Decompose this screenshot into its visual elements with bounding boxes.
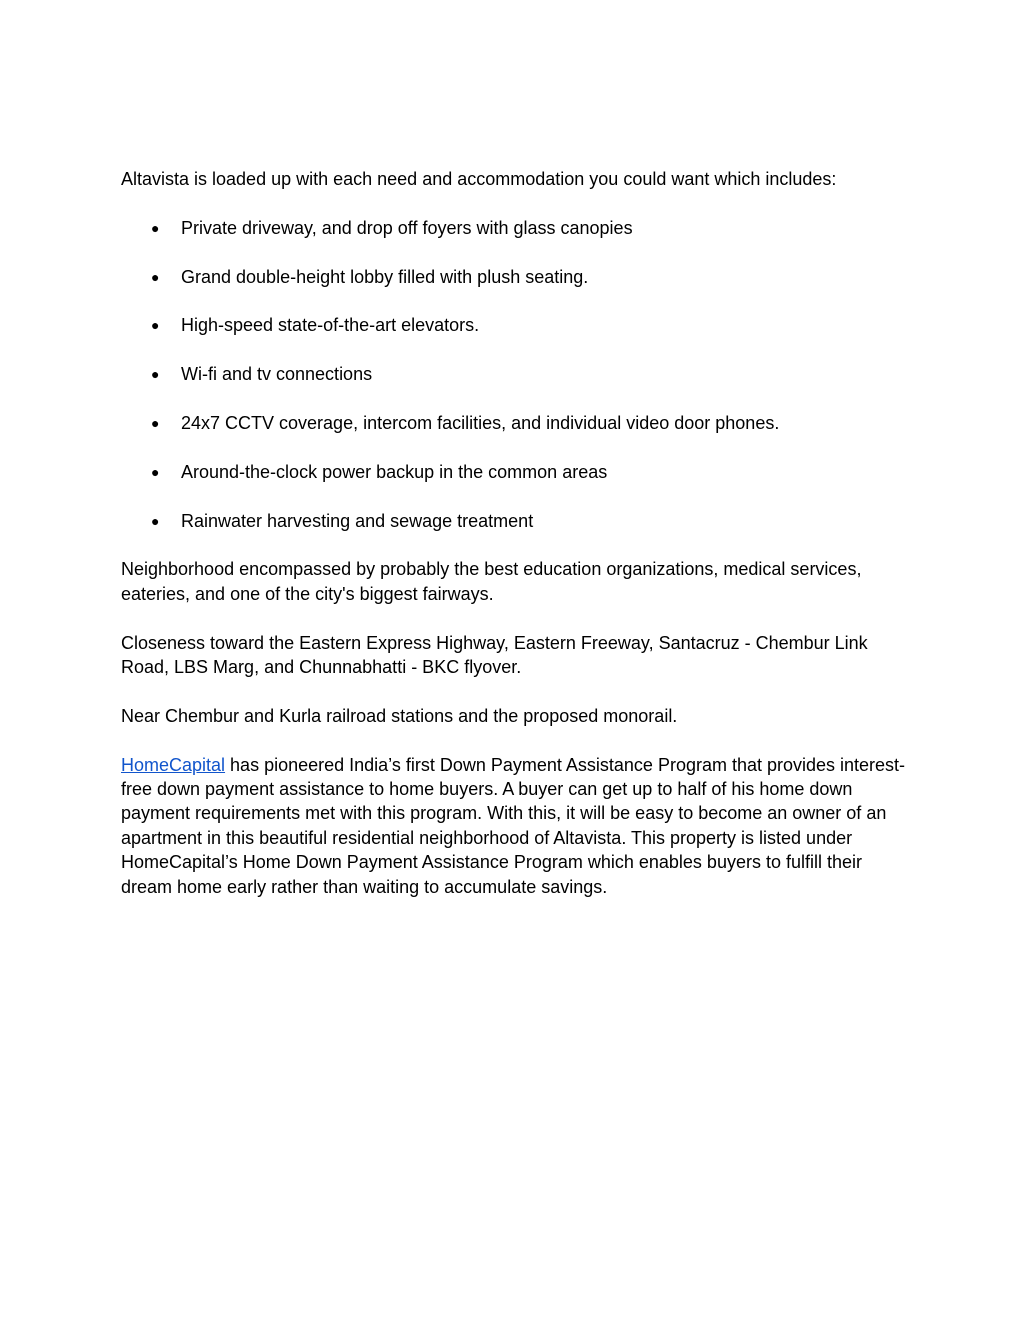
list-item-text: High-speed state-of-the-art elevators. <box>181 315 480 336</box>
amenities-list <box>121 216 911 533</box>
bullet-icon: ● <box>151 317 160 334</box>
list-item-text: Wi-fi and tv connections <box>181 364 373 385</box>
intro-paragraph: Altavista is loaded up with each need and accommodation you could want which includes: <box>121 169 837 189</box>
bullet-icon: ● <box>151 414 160 431</box>
list-item <box>121 362 911 386</box>
list-item-text: Around-the-clock power backup in the common areas <box>181 461 608 482</box>
list-item-text: Private driveway, and drop off foyers with glass canopies <box>181 217 633 238</box>
list-item-text: Rainwater harvesting and sewage treatment <box>181 510 534 531</box>
list-item-text: 24x7 CCTV coverage, intercom facilities, and individual video door phones. <box>181 412 780 433</box>
list-item <box>121 509 911 533</box>
neighborhood-paragraph: Neighborhood encompassed by probably the best education organizations, medical services, eateries, and one of the city's biggest fairways. <box>121 559 862 604</box>
bullet-icon: ● <box>151 219 160 236</box>
document-body <box>121 167 911 923</box>
list-item <box>121 216 911 240</box>
list-item <box>121 313 911 337</box>
bullet-icon: ● <box>151 463 160 480</box>
list-item <box>121 265 911 289</box>
list-item <box>121 460 911 484</box>
bullet-icon: ● <box>151 512 160 529</box>
closeness-paragraph: Closeness toward the Eastern Express Highway, Eastern Freeway, Santacruz - Chembur Link Road, LBS Marg, and Chunnabhatti - BKC flyover. <box>121 632 868 677</box>
homecapital-link[interactable]: HomeCapital <box>121 754 226 775</box>
stations-paragraph: Near Chembur and Kurla railroad stations and the proposed monorail. <box>121 705 678 726</box>
list-item-text: Grand double-height lobby filled with plush seating. <box>181 266 589 287</box>
bullet-icon: ● <box>151 366 160 383</box>
homecapital-body: has pioneered India’s first Down Payment Assistance Program that provides interest-free down payment assistance to home buyers. A buyer can get up to half of his home down payment requirements met with this program. With this, it will be easy to become an owner of an apartment in this beautiful residential neighborhood of Altavista. This property is listed under HomeCapital’s Home Down Payment Assistance Program which enables buyers to fulfill their dream home early rather than waiting to accumulate savings. <box>121 754 906 897</box>
bullet-icon: ● <box>151 268 160 285</box>
list-item <box>121 411 911 435</box>
homecapital-paragraph <box>121 753 911 899</box>
